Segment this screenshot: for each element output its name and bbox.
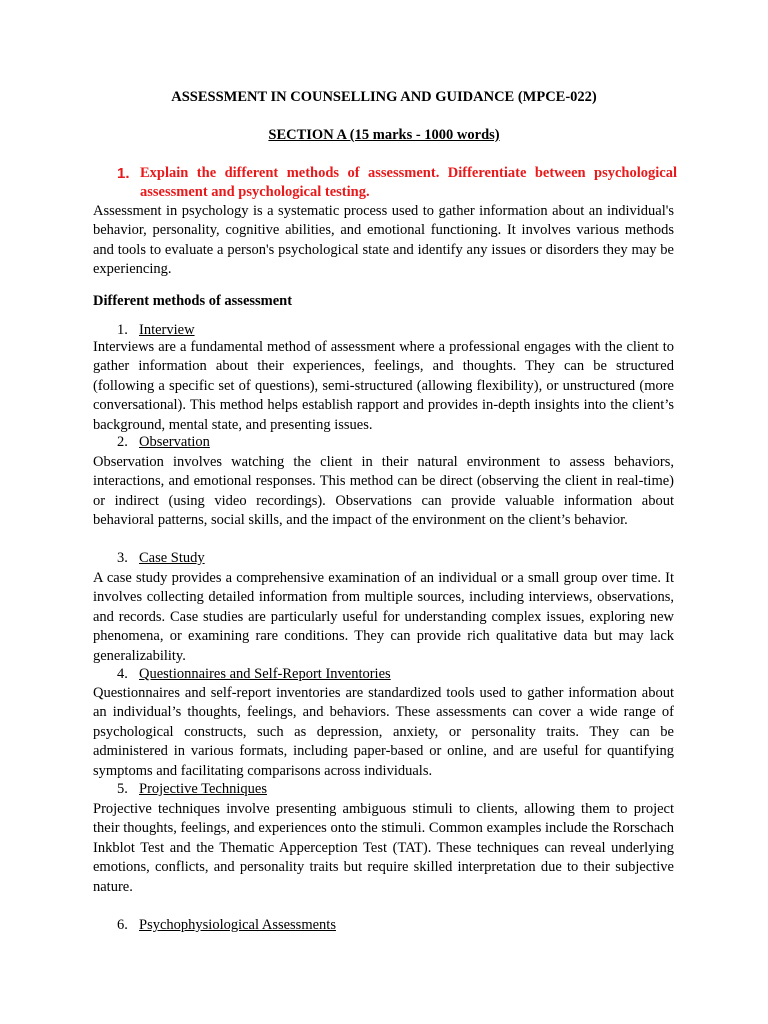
- method-item-psychophysiological: [117, 916, 336, 934]
- method-item-projective: [117, 780, 267, 798]
- method-label: Projective Techniques: [139, 781, 267, 797]
- method-number: 3.: [117, 550, 128, 566]
- section-title: SECTION A (15 marks - 1000 words): [268, 127, 500, 143]
- method-label: Interview: [139, 322, 195, 338]
- method-number: 5.: [117, 781, 128, 797]
- method-number: 2.: [117, 434, 128, 450]
- intro-paragraph: Assessment in psychology is a systematic process used to gather information about an individual's behavior, personality, cognitive abilities, and emotional functioning. It involves various methods and tools to evaluate a person's psychological state and identify any issues or disorders they may be experiencing.: [93, 203, 674, 278]
- method-number: 4.: [117, 666, 128, 682]
- method-label: Questionnaires and Self-Report Inventories: [139, 666, 391, 682]
- method-label: Psychophysiological Assessments: [139, 917, 336, 933]
- method-item-interview: [117, 321, 195, 339]
- method-paragraph-questionnaires: Questionnaires and self-report inventories are standardized tools used to gather information about an individual’s thoughts, feelings, and behaviors. These assessments can cover a wide range of psychological constructs, such as depression, anxiety, or personality traits. They can be administered in various formats, including paper-based or online, and are useful for quantifying symptoms and facilitating comparisons across individuals.: [93, 685, 674, 779]
- question-1: [117, 164, 677, 202]
- methods-heading: Different methods of assessment: [93, 293, 293, 309]
- method-paragraph-observation: Observation involves watching the client in their natural environment to assess behaviors, interactions, and emotional responses. This method can be direct (observing the client in real-time) or indirect (using video recordings). Observations can provide valuable information about behavioral patterns, social skills, and the impact of the environment on the client’s behavior.: [93, 454, 674, 529]
- document-title: ASSESSMENT IN COUNSELLING AND GUIDANCE (MPCE-022): [171, 89, 597, 105]
- method-number: 1.: [117, 322, 128, 338]
- method-item-questionnaires: [117, 665, 391, 683]
- method-paragraph-projective: Projective techniques involve presenting ambiguous stimuli to clients, allowing them to project their thoughts, feelings, and experiences onto the stimuli. Common examples include the Rorschach Inkblot Test and the Thematic Apperception Test (TAT). These techniques can reveal underlying emotions, conflicts, and personality traits but require skilled interpretation due to their subjective nature.: [93, 801, 674, 895]
- question-number: 1.: [117, 165, 130, 182]
- method-item-case-study: [117, 549, 205, 567]
- method-paragraph-interview: Interviews are a fundamental method of assessment where a professional engages with the client to gather information about their experiences, feelings, and thoughts. They can be structured (following a specific set of questions), semi-structured (allowing flexibility), or unstructured (more conversational). This method helps establish rapport and provides in-depth insights into the client’s background, mental state, and presenting issues.: [93, 339, 674, 433]
- method-paragraph-case-study: A case study provides a comprehensive examination of an individual or a small group over time. It involves collecting detailed information from multiple sources, including interviews, observations, and records. Case studies are particularly useful for understanding complex issues, exploring new phenomena, or examining rare conditions. They can provide rich qualitative data but may lack generalizability.: [93, 570, 674, 664]
- question-text: Explain the different methods of assessment. Differentiate between psychological assessment and psychological testing.: [140, 165, 677, 200]
- method-number: 6.: [117, 917, 128, 933]
- method-item-observation: [117, 433, 210, 451]
- method-label: Case Study: [139, 550, 205, 566]
- method-label: Observation: [139, 434, 210, 450]
